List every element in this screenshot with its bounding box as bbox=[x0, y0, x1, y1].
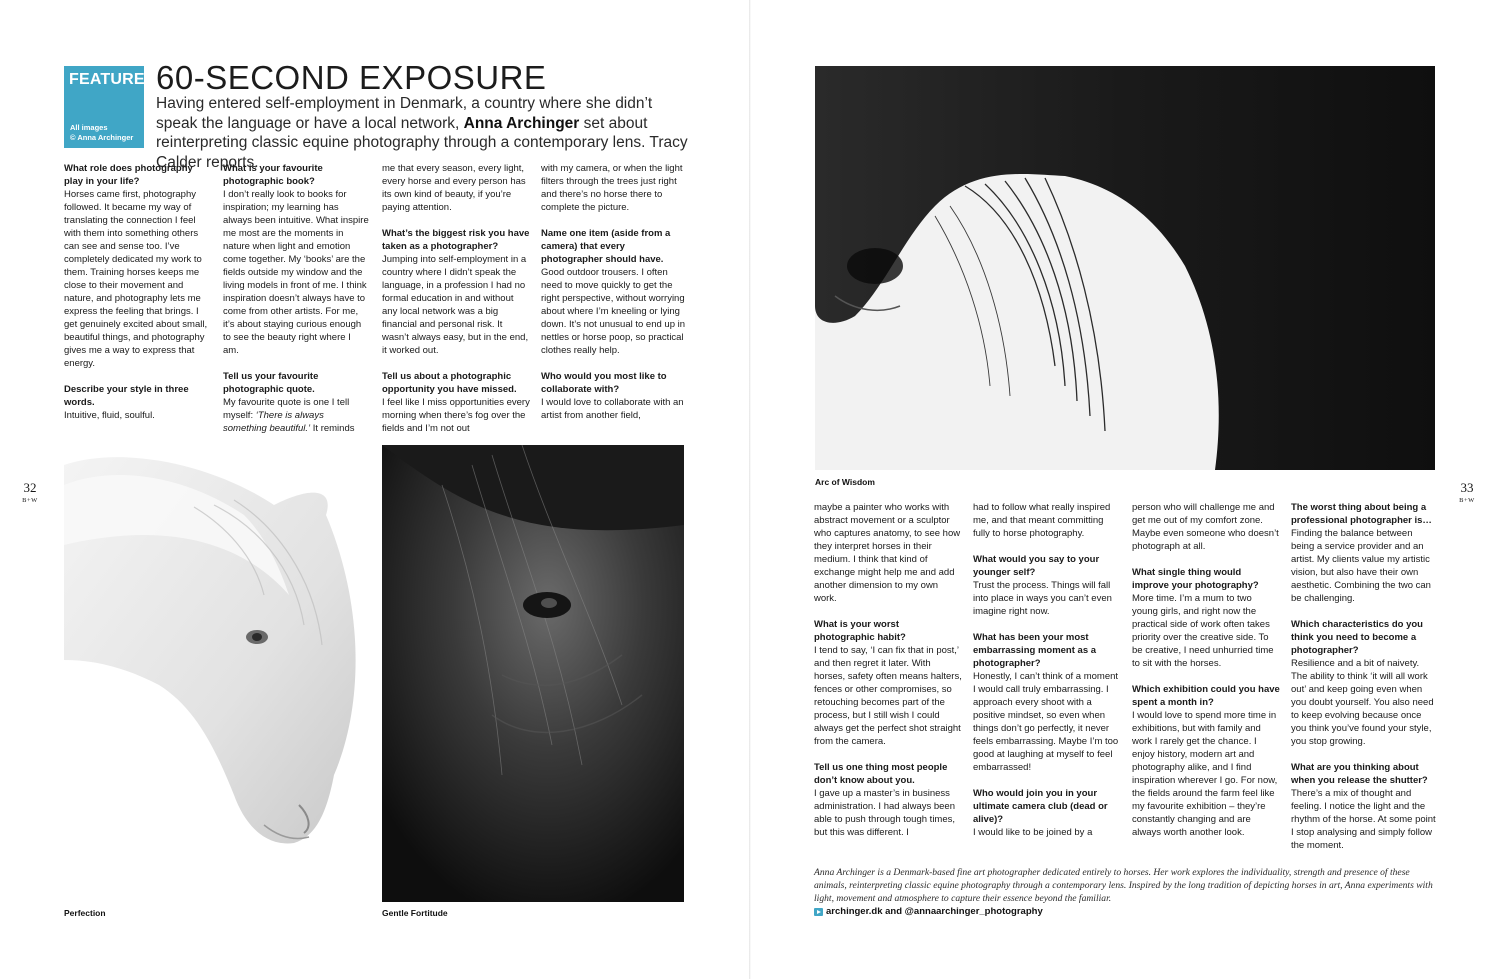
question: Describe your style in three words. bbox=[64, 384, 189, 408]
question: Who would you most like to collaborate with? bbox=[541, 371, 667, 395]
answer: I feel like I miss opportunities every morning when there’s fog over the fields and I’m not out bbox=[382, 397, 530, 434]
answer: I tend to say, ‘I can fix that in post,’ and then regret it later. With horses, safety often means halters, fences or other compromises, so retouching becomes part of the process, but I still wish I could always get the perfect shot straight from the camera. bbox=[814, 645, 962, 747]
page-title: 60-SECOND EXPOSURE bbox=[156, 59, 547, 96]
qa-continued bbox=[973, 501, 1119, 540]
web-arrow-icon bbox=[814, 908, 823, 916]
photo-arc-of-wisdom bbox=[815, 66, 1435, 470]
question: What role does photography play in your life? bbox=[64, 163, 193, 187]
answer: Finding the balance between being a service provider and an artist. My clients value my artistic vision, but also have their own aesthetic. Combining the two can be challenging. bbox=[1291, 528, 1431, 604]
qa-continued bbox=[1132, 501, 1280, 553]
qa-item bbox=[1291, 761, 1437, 852]
question: What are you thinking about when you release the shutter? bbox=[1291, 762, 1428, 786]
standfirst-text-end: set about reinterpreting classic equine photography through a contemporary lens. Tracy Calder reports. bbox=[156, 114, 688, 171]
qa-item bbox=[382, 227, 530, 357]
answer-continued: had to follow what really inspired me, and that meant committing fully to horse photography. bbox=[973, 502, 1111, 539]
standfirst bbox=[156, 94, 696, 172]
magazine-mark: B+W bbox=[22, 497, 38, 504]
website-text: archinger.dk and @annaarchinger_photography bbox=[826, 906, 1043, 917]
qa-item bbox=[541, 227, 687, 357]
white-horse-image bbox=[64, 445, 370, 902]
answer: More time. I’m a mum to two young girls, and right now the practical side of work often takes priority over the creative side. To be creative, I need unhurried time to sit with the horses. bbox=[1132, 593, 1274, 669]
photo-perfection bbox=[64, 445, 370, 902]
answer: Intuitive, fluid, soulful. bbox=[64, 410, 155, 421]
text-column-5 bbox=[814, 501, 962, 852]
text-column-1 bbox=[64, 162, 210, 435]
answer: I would like to be joined by a bbox=[973, 827, 1093, 838]
qa-continued bbox=[382, 162, 530, 214]
photo-gentle-fortitude bbox=[382, 445, 684, 902]
answer-text-end: It reminds bbox=[310, 423, 355, 434]
answer-continued: person who will challenge me and get me out of my comfort zone. Maybe even someone who doesn’t photograph at all. bbox=[1132, 502, 1279, 552]
answer-continued: maybe a painter who works with abstract movement or a sculptor who captures anatomy, to see how they interpret horses in their medium. I think that kind of exchange might help me and add another dimension to my own work. bbox=[814, 502, 961, 604]
page-number-left bbox=[15, 480, 45, 504]
answer: I would love to spend more time in exhibitions, but with family and work I rarely get the chance. I enjoy history, modern art and photography alike, and I find inspiration wherever I go. For now, the fields around the farm feel like my favourite exhibition – they’re constantly changing and are always worth another look. bbox=[1132, 710, 1278, 838]
question: Which exhibition could you have spent a month in? bbox=[1132, 684, 1280, 708]
arched-horse-image bbox=[815, 66, 1435, 470]
website-line bbox=[814, 906, 1043, 917]
spine-gutter bbox=[749, 0, 751, 979]
answer: Trust the process. Things will fall into place in ways you can’t even imagine right now. bbox=[973, 580, 1112, 617]
photographer-bio: Anna Archinger is a Denmark-based fine art photographer dedicated entirely to horses. Her work explores the individuality, strength and presence of these animals, reinterpreting classic equine photography through a contemporary lens. Inspired by the long tradition of depicting horses in art, Anna experiments with light, movement and atmosphere to capture their essence beyond the familiar. bbox=[814, 867, 1433, 904]
page-number: 33 bbox=[1460, 480, 1474, 495]
question: Name one item (aside from a camera) that every photographer should have. bbox=[541, 228, 671, 265]
page-number: 32 bbox=[23, 480, 37, 495]
qa-item bbox=[1291, 501, 1437, 605]
question: Who would join you in your ultimate camera club (dead or alive)? bbox=[973, 788, 1108, 825]
qa-item bbox=[814, 618, 962, 748]
text-column-8 bbox=[1291, 501, 1437, 865]
photo-caption: Gentle Fortitude bbox=[382, 908, 448, 918]
qa-item bbox=[973, 787, 1119, 839]
question: What is your favourite photographic book? bbox=[223, 163, 323, 187]
answer bbox=[223, 396, 369, 435]
question: Tell us about a photographic opportunity you have missed. bbox=[382, 371, 517, 395]
answer: Resilience and a bit of naivety. The ability to think ‘it will all work out’ and keep going even when you doubt yourself. You also need to keep evolving because once you think you’ve found your style, you stop growing. bbox=[1291, 658, 1434, 747]
qa-item bbox=[541, 370, 687, 422]
text-column-7 bbox=[1132, 501, 1280, 852]
answer: I don’t really look to books for inspiration; my learning has always been intuitive. What inspire me most are the moments in nature when light and emotion come together. My ‘books’ are the fields outside my window and the living models in front of me. I think inspiration doesn’t always have to come from other artists. For me, it’s about staying curious enough to see the beauty right where I am. bbox=[223, 189, 369, 356]
qa-item bbox=[1132, 566, 1280, 670]
text-column-6 bbox=[973, 501, 1119, 852]
question: The worst thing about being a professional photographer is… bbox=[1291, 502, 1432, 526]
magazine-mark: B+W bbox=[1459, 497, 1475, 504]
question: Tell us one thing most people don’t know about you. bbox=[814, 762, 948, 786]
qa-item bbox=[814, 761, 962, 839]
answer: I would love to collaborate with an artist from another field, bbox=[541, 397, 684, 421]
qa-item bbox=[64, 162, 210, 370]
qa-item bbox=[973, 553, 1119, 618]
page-number-right bbox=[1452, 480, 1482, 504]
question: What has been your most embarrassing moment as a photographer? bbox=[973, 632, 1097, 669]
qa-item bbox=[1132, 683, 1280, 839]
feature-badge bbox=[64, 66, 144, 148]
qa-item bbox=[223, 162, 369, 357]
qa-item bbox=[382, 370, 530, 435]
qa-continued bbox=[814, 501, 962, 605]
qa-item bbox=[64, 383, 210, 422]
image-credit: All images © Anna Archinger bbox=[70, 123, 134, 142]
text-column-4 bbox=[541, 162, 687, 435]
qa-item bbox=[223, 370, 369, 435]
question: What’s the biggest risk you have taken as a photographer? bbox=[382, 228, 530, 252]
answer-continued: with my camera, or when the light filters through the trees just right and there’s no horse there to complete the picture. bbox=[541, 163, 683, 213]
answer: Honestly, I can’t think of a moment I would call truly embarrassing. I approach every shoot with a positive mindset, so even when things don’t go perfectly, it never feels embarrassing. Maybe I’m too good at laughing at myself to feel embarrassed! bbox=[973, 671, 1119, 773]
answer-continued: me that every season, every light, every horse and every person has its own kind of beauty, if you’re paying attention. bbox=[382, 163, 526, 213]
answer: There’s a mix of thought and feeling. I notice the light and the rhythm of the horse. At some point I stop analysing and simply follow the moment. bbox=[1291, 788, 1436, 851]
qa-item bbox=[973, 631, 1119, 774]
photo-caption: Perfection bbox=[64, 908, 106, 918]
question: What single thing would improve your photography? bbox=[1132, 567, 1259, 591]
quote-text: ‘There is always something beautiful.’ bbox=[223, 410, 324, 434]
text-column-2 bbox=[223, 162, 369, 448]
question: What would you say to your younger self? bbox=[973, 554, 1100, 578]
question: What is your worst photographic habit? bbox=[814, 619, 906, 643]
dark-horse-image bbox=[382, 445, 684, 902]
answer: Good outdoor trousers. I often need to move quickly to get the right perspective, without worrying about where I’m kneeling or lying down. It’s not unusual to end up in nettles or horse poop, so practical clothes really help. bbox=[541, 267, 686, 356]
answer: Jumping into self-employment in a country where I didn’t speak the language, in a profession I had no formal education in and without any local network was a big financial and personal risk. It wasn’t always easy, but in the end, it worked out. bbox=[382, 254, 529, 356]
qa-item bbox=[1291, 618, 1437, 748]
question: Tell us your favourite photographic quote. bbox=[223, 371, 319, 395]
standfirst-text: Having entered self-employment in Denmark, a country where she didn’t speak the language or have a local network, bbox=[156, 95, 653, 132]
qa-continued bbox=[541, 162, 687, 214]
photo-caption: Arc of Wisdom bbox=[815, 477, 875, 487]
feature-label: FEATURE bbox=[69, 71, 145, 88]
text-column-3 bbox=[382, 162, 530, 448]
answer: I gave up a master’s in business administration. I had always been able to push through tough times, but this was different. I bbox=[814, 788, 956, 838]
photographer-name: Anna Archinger bbox=[463, 114, 580, 132]
answer: Horses came first, photography followed. It became my way of translating the connection I feel with them into something others can see and sense too. I’ve completely dedicated my work to them. Training horses keeps me close to their movement and nature, and photography lets me express the feeling that brings. I get genuinely excited about small, beautiful things, and photography gives me a way to express that energy. bbox=[64, 189, 208, 369]
answer-text: My favourite quote is one I tell myself: bbox=[223, 397, 350, 421]
question: Which characteristics do you think you need to become a photographer? bbox=[1291, 619, 1423, 656]
